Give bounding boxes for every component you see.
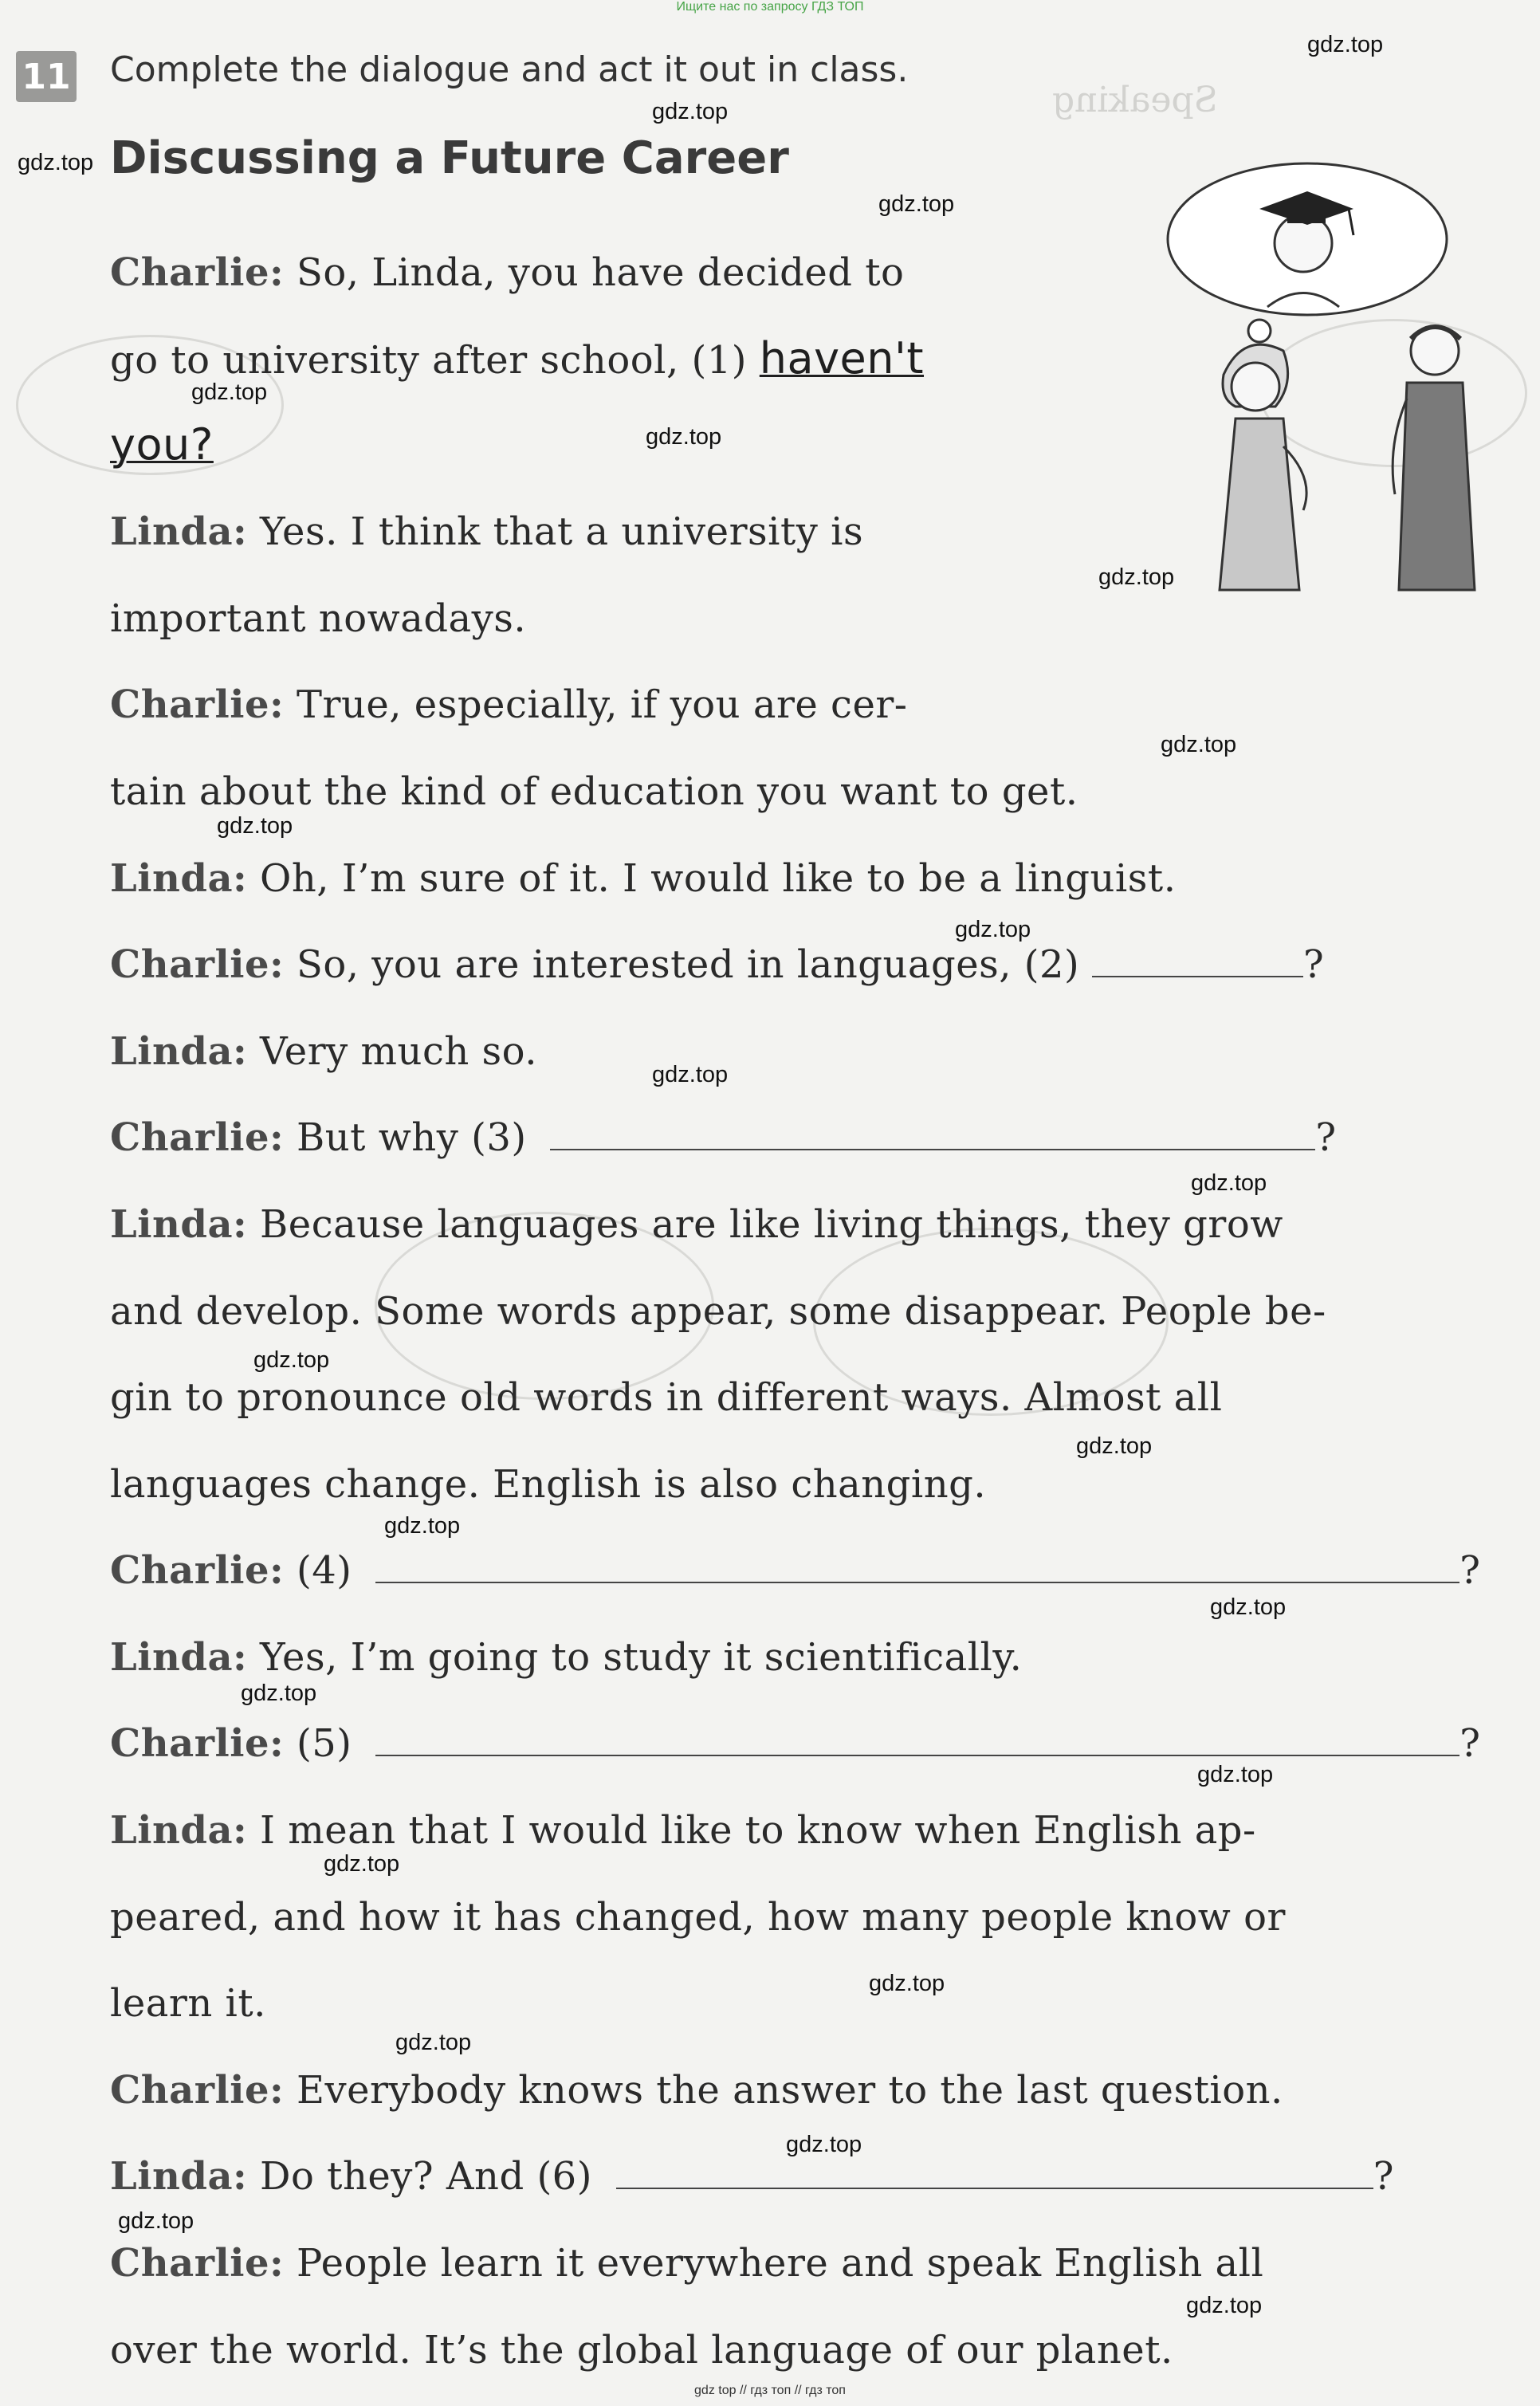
dialogue-line-5 xyxy=(110,595,526,643)
dialogue-line-18 xyxy=(110,1720,1480,1767)
watermark: gdz.top xyxy=(118,2208,194,2234)
line-text: Very much so. xyxy=(260,1029,537,1074)
watermark: gdz.top xyxy=(955,917,1031,942)
speaker-charlie: Charlie: xyxy=(110,682,285,727)
ghost-bleed-text: Speaking xyxy=(1052,80,1218,120)
answer-blank-4[interactable] xyxy=(375,1547,1459,1583)
bottom-banner: gdz top // гдз топ // гдз топ xyxy=(694,2384,846,2397)
question-mark: ? xyxy=(1459,1721,1481,1766)
line-text: Everybody knows the answer to the last question. xyxy=(296,2068,1283,2113)
line-text: People learn it everywhere and speak English all xyxy=(296,2241,1264,2286)
handwritten-answer-1-cont: you? xyxy=(110,419,214,470)
answer-blank-3[interactable] xyxy=(550,1114,1315,1150)
line-text: and develop. Some words appear, some disappear. People be- xyxy=(110,1289,1326,1334)
dialogue-line-2 xyxy=(110,335,924,384)
students-illustration xyxy=(1148,159,1514,606)
line-text: So, Linda, you have decided to xyxy=(296,250,905,295)
line-text: So, you are interested in languages, (2) xyxy=(296,942,1080,987)
line-text: But why (3) xyxy=(296,1115,527,1160)
speaker-charlie: Charlie: xyxy=(110,2241,285,2286)
line-text: peared, and how it has changed, how many people know or xyxy=(110,1895,1286,1940)
watermark: gdz.top xyxy=(1210,1594,1287,1620)
dialogue-line-11 xyxy=(110,1114,1337,1162)
dialogue-line-19 xyxy=(110,1806,1256,1854)
dialogue-line-24 xyxy=(110,2239,1263,2287)
watermark: gdz.top xyxy=(395,2030,472,2055)
watermark: gdz.top xyxy=(1197,1762,1274,1787)
top-banner: Ищите нас по запросу ГДЗ ТОП xyxy=(676,0,864,14)
speaker-charlie: Charlie: xyxy=(110,942,285,987)
line-text: I mean that I would like to know when English ap- xyxy=(260,1808,1256,1853)
speaker-linda: Linda: xyxy=(110,1808,248,1853)
dialogue-line-4 xyxy=(110,508,863,556)
dialogue-line-14 xyxy=(110,1374,1222,1421)
dialogue-line-17 xyxy=(110,1633,1022,1681)
speaker-linda: Linda: xyxy=(110,1635,248,1680)
exercise-instruction: Complete the dialogue and act it out in class. xyxy=(110,49,909,90)
exercise-number: 11 xyxy=(16,51,77,102)
dialogue-line-22 xyxy=(110,2066,1283,2114)
question-mark: ? xyxy=(1459,1548,1481,1593)
line-text: Yes, I’m going to study it scientifically. xyxy=(260,1635,1023,1680)
line-text: learn it. xyxy=(110,1981,266,2026)
watermark: gdz.top xyxy=(241,1681,317,1706)
dialogue-line-7 xyxy=(110,768,1078,816)
line-text: over the world. It’s the global language of our planet. xyxy=(110,2328,1173,2373)
line-text: Oh, I’m sure of it. I would like to be a linguist. xyxy=(260,856,1177,901)
line-text: tain about the kind of education you want to get. xyxy=(110,769,1078,814)
speaker-linda: Linda: xyxy=(110,856,248,901)
dialogue-line-6 xyxy=(110,681,908,729)
speaker-linda: Linda: xyxy=(110,2154,248,2199)
speaker-linda: Linda: xyxy=(110,1029,248,1074)
watermark: gdz.top xyxy=(324,1851,400,1877)
question-mark: ? xyxy=(1373,2154,1394,2199)
watermark: gdz.top xyxy=(869,1971,945,1996)
line-text: important nowadays. xyxy=(110,596,527,641)
answer-blank-6[interactable] xyxy=(616,2152,1373,2189)
watermark: gdz.top xyxy=(1161,732,1237,757)
question-mark: ? xyxy=(1303,942,1325,987)
line-text: (4) xyxy=(296,1548,352,1593)
line-text: languages change. English is also changing. xyxy=(110,1462,987,1507)
dialogue-line-15 xyxy=(110,1461,986,1508)
question-mark: ? xyxy=(1315,1115,1337,1160)
dialogue-line-1 xyxy=(110,249,904,297)
dialogue-line-12 xyxy=(110,1201,1283,1248)
watermark: gdz.top xyxy=(878,191,955,217)
line-text: Because languages are like living things, they grow xyxy=(260,1202,1283,1247)
answer-blank-5[interactable] xyxy=(375,1720,1459,1756)
dialogue-line-10 xyxy=(110,1028,537,1075)
watermark: gdz.top xyxy=(786,2132,862,2157)
dialogue-line-3 xyxy=(110,421,214,470)
line-text: Do they? And (6) xyxy=(260,2154,592,2199)
watermark: gdz.top xyxy=(646,424,722,450)
watermark: gdz.top xyxy=(1076,1433,1153,1459)
speaker-linda: Linda: xyxy=(110,509,248,554)
line-text: (5) xyxy=(296,1721,352,1766)
speaker-charlie: Charlie: xyxy=(110,1115,285,1160)
dialogue-line-8 xyxy=(110,855,1176,902)
answer-blank-2[interactable] xyxy=(1092,941,1303,977)
dialogue-line-21 xyxy=(110,1979,266,2027)
dialogue-heading: Discussing a Future Career xyxy=(110,132,789,184)
watermark: gdz.top xyxy=(384,1513,461,1539)
dialogue-line-20 xyxy=(110,1893,1286,1941)
speaker-charlie: Charlie: xyxy=(110,1721,285,1766)
dialogue-line-13 xyxy=(110,1288,1326,1335)
speaker-charlie: Charlie: xyxy=(110,250,285,295)
watermark: gdz.top xyxy=(1186,2293,1263,2318)
watermark: gdz.top xyxy=(652,99,729,124)
dialogue-line-16 xyxy=(110,1547,1480,1594)
line-text: go to university after school, (1) xyxy=(110,338,747,383)
watermark: gdz.top xyxy=(253,1347,330,1373)
line-text: gin to pronounce old words in different ways. Almost all xyxy=(110,1375,1223,1420)
watermark: gdz.top xyxy=(191,379,268,405)
watermark: gdz.top xyxy=(18,150,94,175)
handwritten-answer-1: haven't xyxy=(759,333,925,383)
dialogue-line-23 xyxy=(110,2152,1394,2200)
watermark: gdz.top xyxy=(1191,1170,1267,1196)
dialogue-line-25 xyxy=(110,2326,1173,2374)
watermark: gdz.top xyxy=(1307,32,1384,57)
speaker-charlie: Charlie: xyxy=(110,2068,285,2113)
line-text: Yes. I think that a university is xyxy=(260,509,864,554)
watermark: gdz.top xyxy=(652,1062,729,1087)
dialogue-line-9 xyxy=(110,941,1324,989)
speaker-charlie: Charlie: xyxy=(110,1548,285,1593)
watermark: gdz.top xyxy=(217,813,293,839)
line-text: True, especially, if you are cer- xyxy=(296,682,908,727)
watermark: gdz.top xyxy=(1098,564,1175,590)
speaker-linda: Linda: xyxy=(110,1202,248,1247)
